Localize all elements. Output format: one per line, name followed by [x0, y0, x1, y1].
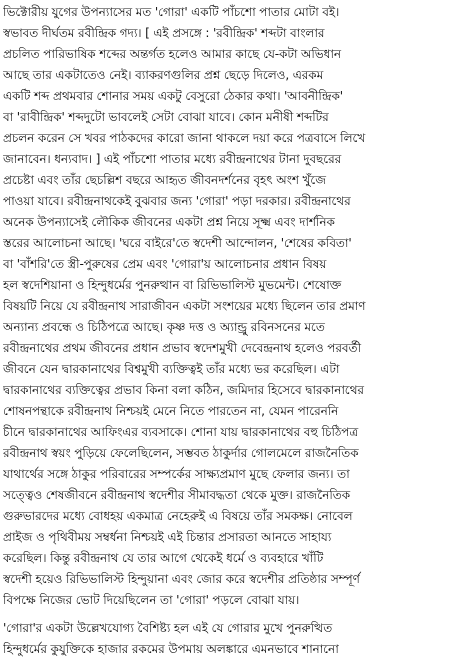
text-line: 'গোরা'র একটা উল্লেখযোগ্য বৈশিষ্ট্য হল এই যে গোরার মুখে পুনরুত্থিত — [3, 621, 333, 635]
text-line: আছে তার একটাতেও নেই। ব্যাকরণগুলির প্রশ্ন ছেড়ে দিলেও, এরকম — [3, 68, 324, 82]
text-line: করেছিল। কিন্তু রবীন্দ্রনাথ যে তার আগে থেকেই ধর্মে ও ব্যবহারে খাঁটি — [3, 551, 324, 565]
text-line: গুরুভারদের মধ্যে বোধহয় একমাত্র নেহেরুই এ বিষয়ে তাঁর সমকক্ষ। নোবেল — [3, 509, 353, 523]
text-line: হল স্বদেশিয়ানা ও হিন্দুধর্মের পুনরুত্থান বা রিভিভালিস্ট মুভমেন্ট। শেষোক্ত — [3, 278, 342, 292]
text-line: দ্বারকানাথের ব্যক্তিত্বের প্রভাব কিনা বলা কঠিন, জমিদার হিসেবে দ্বারকানাথের — [3, 383, 364, 397]
text-line: সত্ত্বেও শেষজীবনে রবীন্দ্রনাথ স্বদেশীর সীমাবদ্ধতা থেকে মুক্ত। রাজনৈতিক — [3, 488, 351, 502]
text-line: জীবনে যেন দ্বারকানাথের বিশ্বমুখী ব্যক্তিত্বই তাঁর মধ্যে ভর করেছিল। এটা — [3, 362, 340, 376]
text-line: হিন্দুধর্মের কুযুক্তিকে হাজার রকমের উপমায় অলঙ্কারে এমনভাবে শানানো — [3, 642, 339, 656]
text-line: প্রাইজ ও পৃথিবীময় সম্বর্ধনা নিশ্চয়ই এই চিন্তার প্রসারতা আনতে সাহায্য — [3, 530, 332, 544]
text-line: বিষয়টি নিয়ে যে রবীন্দ্রনাথ সারাজীবন একটা সংশয়ের মধ্যে ছিলেন তার প্রমাণ — [3, 299, 366, 313]
text-line: প্রচলিত পারিভাষিক শব্দের অন্তর্গত হলেও আমার কাছে যে-কটা অভিধান — [3, 47, 341, 61]
text-line: বা 'বাঁশরি'তে স্ত্রী-পুরুষের প্রেম এবং 'গোরা'য় আলোচনার প্রধান বিষয় — [3, 257, 327, 271]
text-line: পাওয়া যাবে। রবীন্দ্রনাথকেই বুঝবার জন্য 'গোরা' পড়া দরকার। রবীন্দ্রনাথের — [3, 194, 351, 208]
text-line: প্রচেষ্টা এবং তাঁর ছেচল্লিশ বছরে আহৃত জীবনদর্শনের বৃহৎ অংশ খুঁজে — [3, 173, 326, 187]
text-line: বা 'রাবীন্দ্রিক' শব্দদুটো ভাবলেই সেটা বোঝা যাবে। কোন মনীষী শব্দটির — [3, 110, 329, 124]
paragraph-2 — [3, 618, 453, 660]
text-line: একটি শব্দ প্রথমবার শোনার সময় একটু বেসুরো ঠেকার কথা। 'আবনীন্দ্রিক' — [3, 89, 343, 103]
text-line: স্বদেশী হয়েও রিভিভালিস্ট হিন্দুয়ানা এবং জোর করে স্বদেশীর প্রতিষ্ঠার সম্পূর্ণ — [3, 572, 360, 586]
text-line: স্বভাবত দীর্ঘতম রবীন্দ্রিক গদ্য। [ এই প্রসঙ্গে : 'রবীন্দ্রিক' শব্দটা বাংলার — [3, 26, 325, 40]
text-line: অনেক উপন্যাসেই লৌকিক জীবনের একটা প্রশ্ন নিয়ে সূক্ষ্ম এবং দার্শনিক — [3, 215, 335, 229]
paragraph-1 — [3, 2, 453, 611]
text-line: শোষনপন্থাকে রবীন্দ্রনাথ নিশ্চয়ই মেনে নিতে পারতেন না, যেমন পারেননি — [3, 404, 339, 418]
text-line: প্রচলন করেন সে খবর পাঠকদের কারো জানা থাকলে দয়া করে পত্রবাসে লিখে — [3, 131, 366, 145]
text-line: জানাবেন। ধন্যবাদ। ] এই পাঁচশো পাতার মধ্যে রবীন্দ্রনাথের টানা দুবছরের — [3, 152, 342, 166]
text-line: রবীন্দ্রনাথের প্রথম জীবনের প্রধান প্রভাব স্বদেশমুখী দেবেন্দ্রনাথ হলেও পরবর্তী — [3, 341, 361, 355]
text-line: বিপক্ষে নিজের ভোট দিয়েছিলেন তা 'গোরা' পড়লে বোঝা যায়। — [3, 593, 300, 607]
text-line: স্তরের আলোচনা আছে। 'ঘরে বাইরে'তে স্বদেশী আন্দোলন, 'শেষের কবিতা' — [3, 236, 352, 250]
text-line: রবীন্দ্রনাথ স্বয়ং পুড়িয়ে ফেলেছিলেন, সম্ভবত ঠাকুর্দার গোলমেলে রাজনৈতিক — [3, 446, 359, 460]
paragraph-gap — [3, 611, 453, 618]
text-line: যাথার্থের সঙ্গে ঠাকুর পরিবারের সম্পর্কের সাক্ষ্যপ্রমাণ মুছে ফেলার জন্য। তা — [3, 467, 350, 481]
text-line: অন্যান্য প্রবন্ধে ও চিঠিপত্রে আছে। কৃষ্ণ দত্ত ও অ্যান্ড্রু রবিনসনের মতে — [3, 320, 325, 334]
text-line: ভিক্টোরীয় যুগের উপন্যাসের মত 'গোরা' একটি পাঁচশো পাতার মোটা বই। — [3, 5, 340, 19]
document-page — [3, 2, 453, 660]
text-line: চীনে দ্বারকানাথের আফিংএর ব্যবসাকে। শোনা যায় দ্বারকানাথের বহু চিঠিপত্র — [3, 425, 359, 439]
